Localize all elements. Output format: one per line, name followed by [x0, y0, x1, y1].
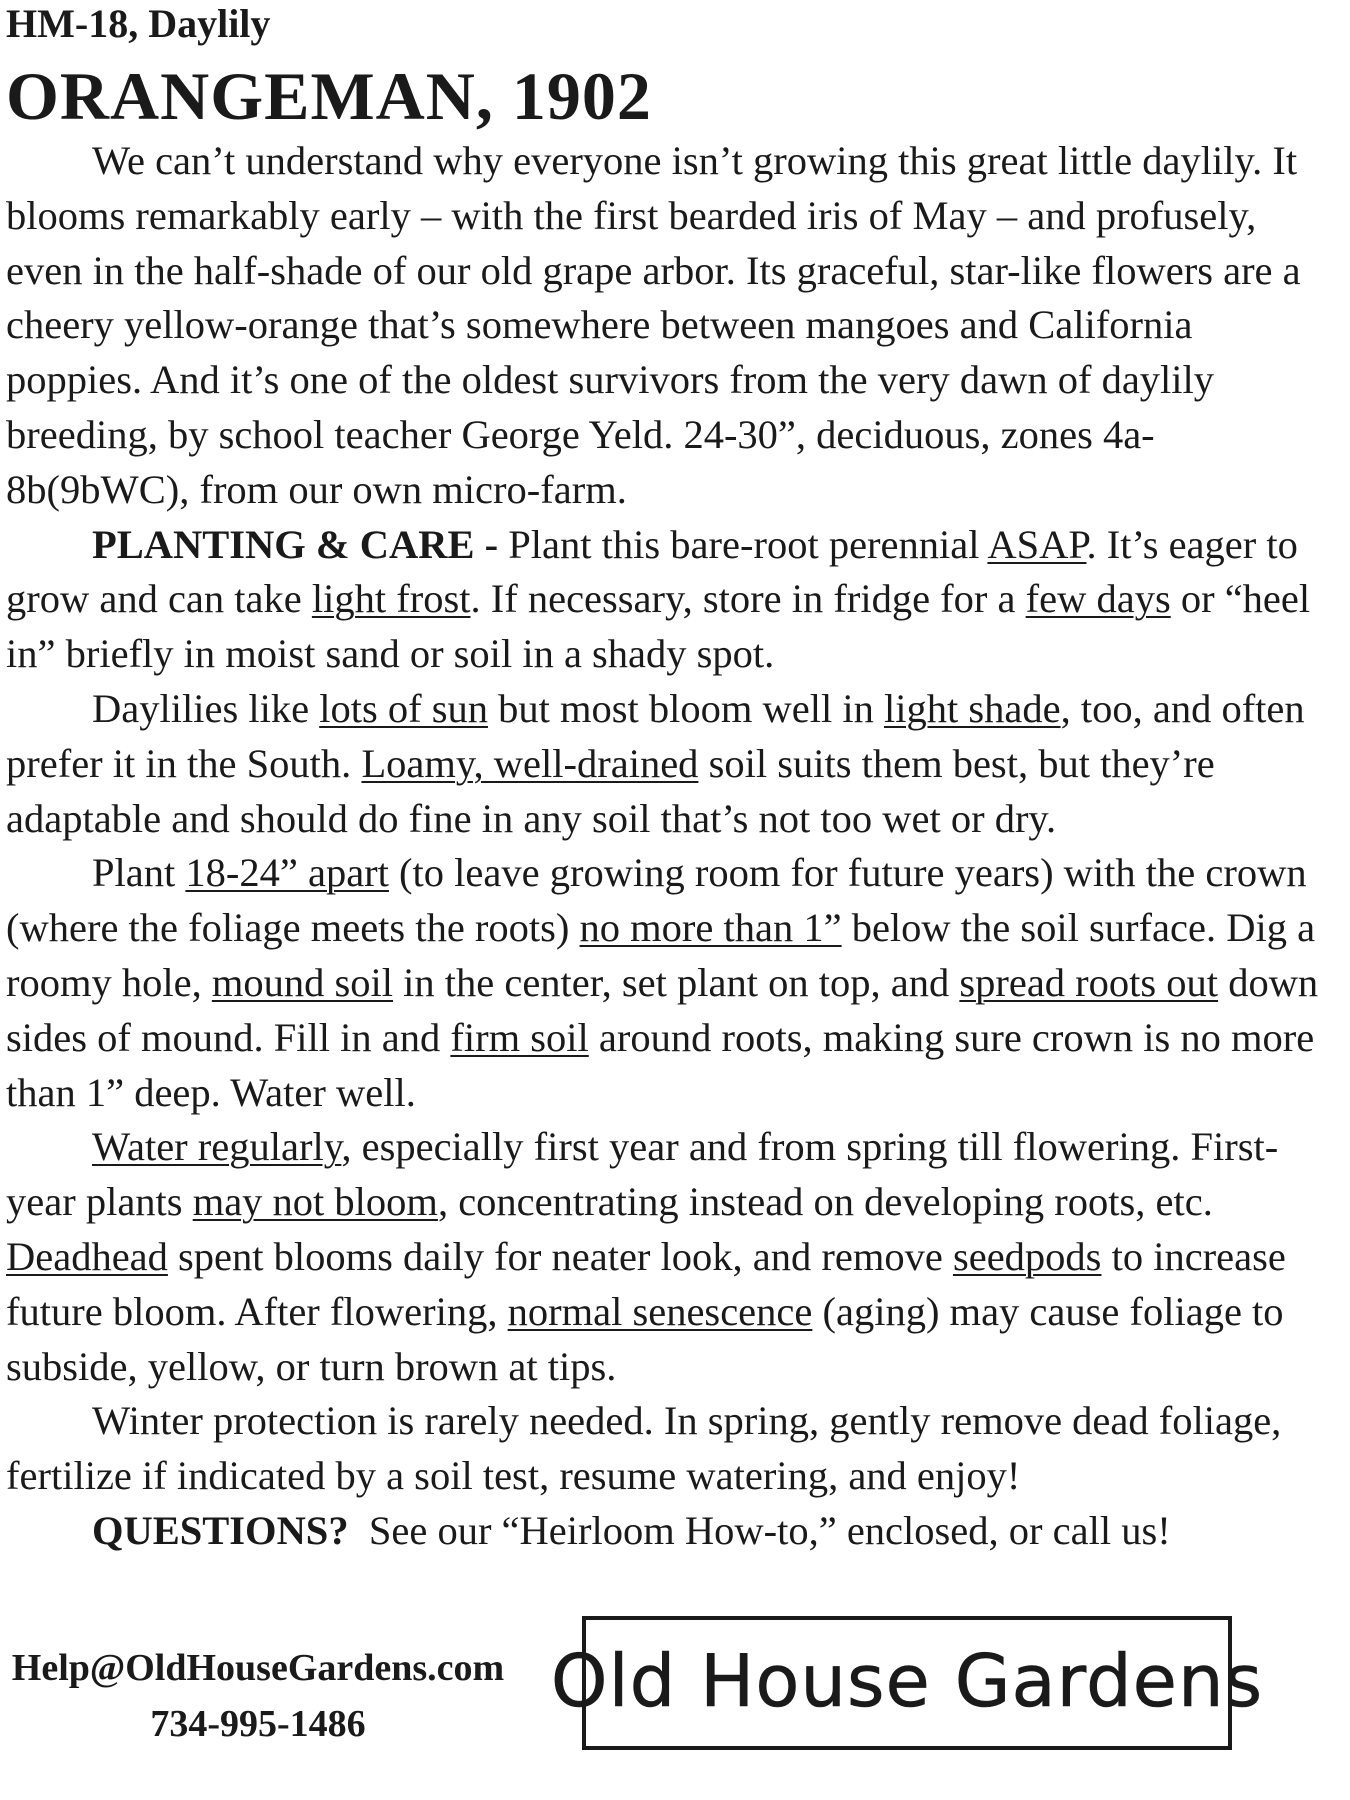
brand-logo [550, 1616, 1264, 1750]
emphasis-water-regularly: Water regularly [92, 1124, 342, 1170]
emphasis-senescence: normal senescence [507, 1288, 813, 1334]
logo-wordmark [550, 1628, 1264, 1738]
emphasis-depth: no more than 1” [579, 905, 842, 951]
emphasis-spacing: 18-24” apart [185, 850, 389, 896]
body-text [6, 134, 1336, 1559]
emphasis-firm-soil: firm soil [450, 1014, 589, 1060]
emphasis-seedpods: seedpods [952, 1233, 1102, 1279]
product-code: HM-18, Daylily [6, 1, 271, 46]
contact-email[interactable]: Help@OldHouseGardens.com [11, 1647, 505, 1689]
logo-text: Old House Gardens [550, 1639, 1264, 1723]
instruction-sheet [6, 0, 1336, 1559]
planting-paragraph: PLANTING & CARE - Plant this bare-root perennial ASAP. It’s eager to grow and can take light frost. If necessary, store in fridge for a few days or “heel in” briefly in moist sand or soil in a shady spot. [6, 521, 1311, 677]
questions-heading: QUESTIONS? [92, 1507, 349, 1553]
sun-paragraph: Daylilies like lots of sun but most bloom well in light shade, too, and often prefer it in the South. Loamy, well-drained soil suits them best, but they’re adaptable and should do fine in any soil that’s not too wet or dry. [6, 685, 1305, 841]
planting-heading: PLANTING & CARE - [92, 521, 499, 567]
emphasis-may-not-bloom: may not bloom [192, 1179, 438, 1225]
emphasis-asap: ASAP [987, 521, 1087, 567]
emphasis-deadhead: Deadhead [6, 1233, 168, 1279]
emphasis-spread-roots: spread roots out [959, 959, 1219, 1005]
winter-paragraph: Winter protection is rarely needed. In spring, gently remove dead foliage, fertilize if indicated by a soil test, resume watering, and enjoy! [6, 1398, 1282, 1499]
emphasis-light-shade: light shade [883, 685, 1061, 731]
contact-phone: 734-995-1486 [150, 1703, 366, 1745]
plant-paragraph: Plant 18-24” apart (to leave growing room for future years) with the crown (where the foliage meets the roots) no more than 1” below the soil surface. Dig a roomy hole, mound soil in the center, set plant on top, and spread roots out down sides of mound. Fill in and firm soil around roots, making sure crown is no more than 1” deep. Water well. [6, 850, 1319, 1115]
emphasis-lots-of-sun: lots of sun [319, 685, 488, 731]
emphasis-loamy-soil: Loamy, well-drained [361, 740, 699, 786]
contact-block [8, 1640, 508, 1752]
intro-paragraph: We can’t understand why everyone isn’t growing this great little daylily. It blooms remarkably early – with the first bearded iris of May – and profusely, even in the half-shade of our old grape arbor. Its graceful, star-like flowers are a cheery yellow-orange that’s somewhere between mangoes and California poppies. And it’s one of the oldest survivors from the very dawn of daylily breeding, by school teacher George Yeld. 24-30”, deciduous, zones 4a-8b(9bWC), from our own micro-farm. [6, 138, 1301, 512]
page-title: ORANGEMAN, 1902 [6, 58, 652, 134]
emphasis-mound-soil: mound soil [211, 959, 393, 1005]
emphasis-few-days: few days [1025, 576, 1171, 622]
emphasis-light-frost: light frost [311, 576, 471, 622]
water-paragraph: Water regularly, especially first year and from spring till flowering. First-year plants may not bloom, concentrating instead on developing roots, etc. Deadhead spent blooms daily for neater look, and remove seedpods to increase future bloom. After flowering, normal senescence (aging) may cause foliage to subside, yellow, or turn brown at tips. [6, 1124, 1286, 1389]
questions-paragraph: QUESTIONS? See our “Heirloom How-to,” enclosed, or call us! [92, 1507, 1171, 1553]
